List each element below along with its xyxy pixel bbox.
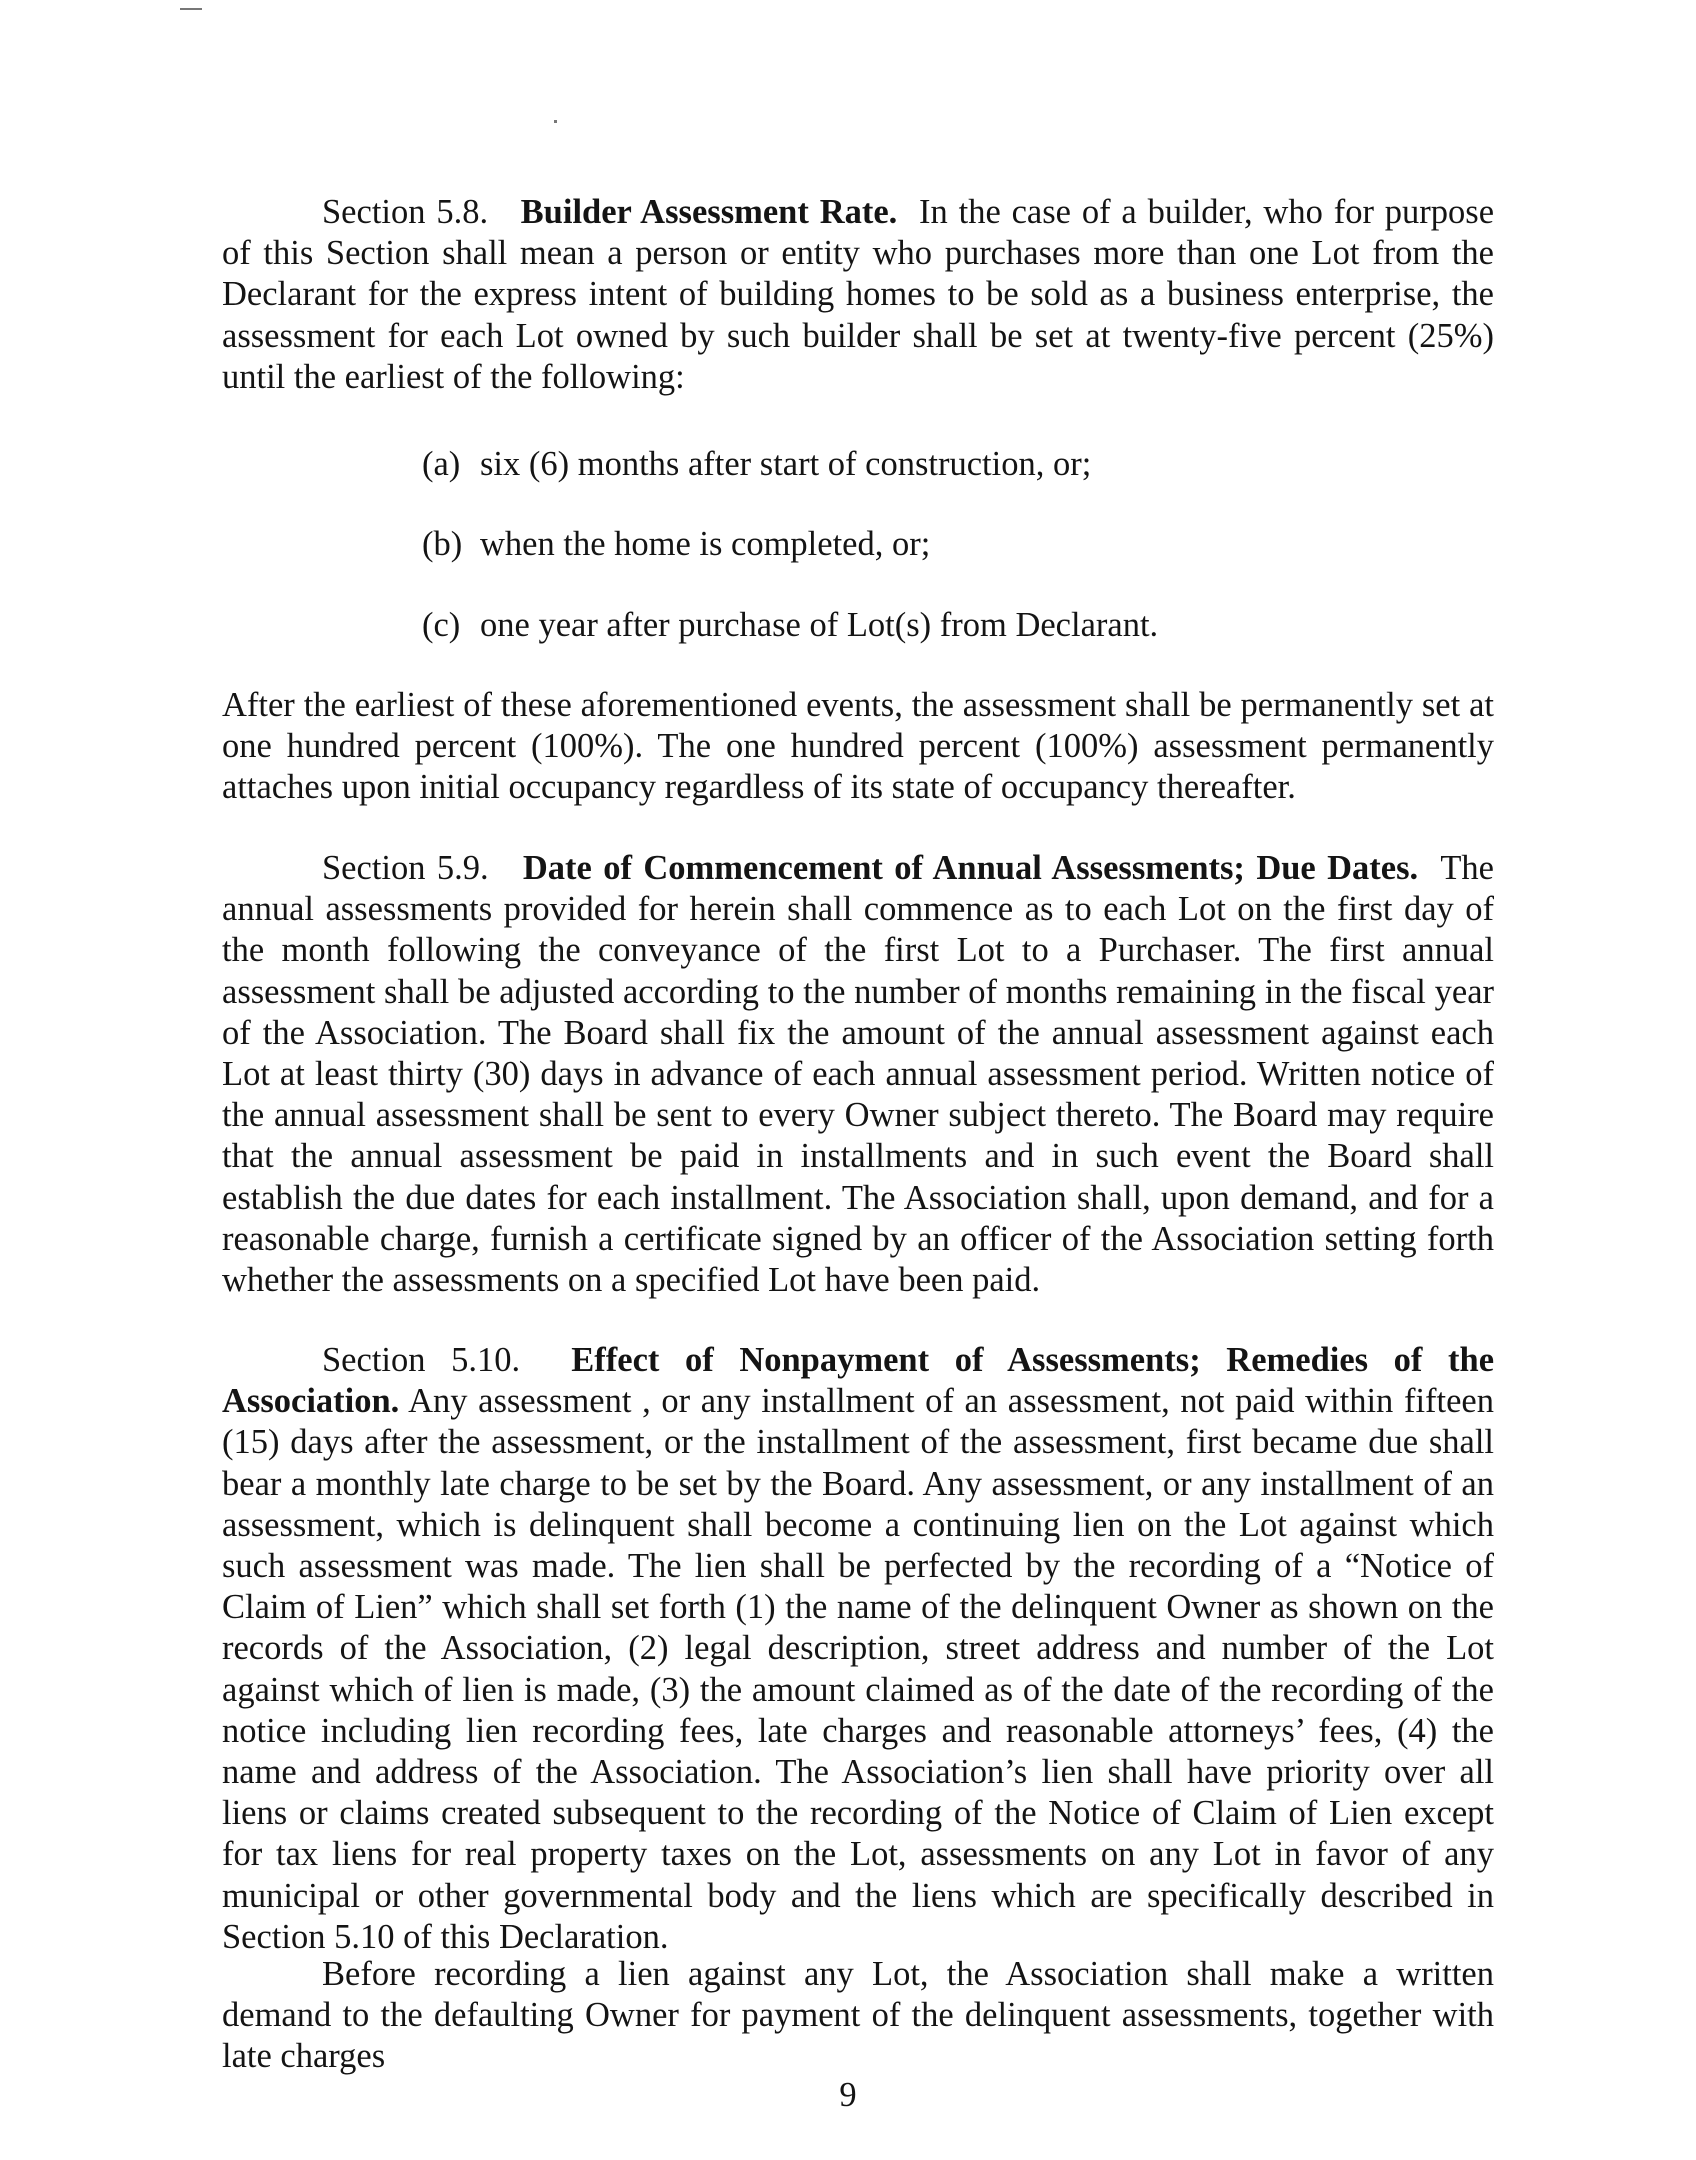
section-body: The annual assessments provided for herein shall commence as to each Lot on the first day of the month following the conveyance of the first Lot to a Purchaser. The first annual assessment shall be adjusted according to the number of months remaining in the fiscal year of the Association. The Board shall fix the amount of the annual assessment against each Lot at least thirty (30) days in advance of each annual assessment period. Written notice of the annual assessment shall be sent to every Owner subject thereto. The Board may require that the annual assessment be paid in installments and in such event the Board shall establish the due dates for each installment. The Association shall, upon demand, and for a reasonable charge, furnish a certificate signed by an officer of the Association setting forth whether the assessments on a specified Lot have been paid. xyxy=(222,849,1494,1300)
section-5-10 xyxy=(222,1340,1494,1958)
page-number: 9 xyxy=(839,2076,857,2114)
list-item-label: (b) xyxy=(422,525,463,563)
section-5-8 xyxy=(222,192,1494,398)
section-number: Section 5.8. xyxy=(322,193,489,231)
section-body: In the case of a builder, who for purpose of this Section shall mean a person or entity who purchases more than one Lot from the Declarant for the express intent of building homes to be sold as a business enterprise, the assessment for each Lot owned by such builder shall be set at twenty-five percent (25%) until the earliest of the following: xyxy=(222,193,1495,396)
section-heading: Effect of Nonpayment of Assessments; Remedies of the Association. xyxy=(222,1341,1495,1421)
section-number: Section 5.9. xyxy=(322,849,489,887)
paragraph-text: After the earliest of these aforementioned events, the assessment shall be permanently set at one hundred percent (100%). The one hundred percent (100%) assessment permanently attaches upon initial occupancy regardless of its state of occupancy thereafter. xyxy=(222,686,1494,807)
list-item xyxy=(422,444,1091,485)
after-list-paragraph xyxy=(222,685,1494,809)
list-item-text: when the home is completed, or; xyxy=(480,525,931,563)
section-5-9 xyxy=(222,848,1494,1301)
final-paragraph xyxy=(222,1954,1494,2078)
list-item-text: one year after purchase of Lot(s) from Declarant. xyxy=(480,606,1159,644)
section-heading: Date of Commencement of Annual Assessments; Due Dates. xyxy=(522,849,1419,887)
section-number: Section 5.10. xyxy=(322,1341,521,1379)
section-body: Any assessment , or any installment of an assessment, not paid within fifteen (15) days after the assessment, or the installment of the assessment, first became due shall bear a monthly late charge to be set by the Board. Any assessment, or any installment of an assessment, which is delinquent shall become a continuing lien on the Lot against which such assessment was made. The lien shall be perfected by the recording of a “Notice of Claim of Lien” which shall set forth (1) the name of the delinquent Owner as shown on the records of the Association, (2) legal description, street address and number of the Lot against which of lien is made, (3) the amount claimed as of the date of the recording of the notice including lien recording fees, late charges and reasonable attorneys’ fees, (4) the name and address of the Association. The Association’s lien shall have priority over all liens or claims created subsequent to the recording of the Notice of Claim of Lien except for tax liens for real property taxes on the Lot, assessments on any Lot in favor of any municipal or other governmental body and the liens which are specifically described in Section 5.10 of this Declaration. xyxy=(222,1382,1494,1956)
list-item-label: (c) xyxy=(422,606,461,644)
list-item-label: (a) xyxy=(422,445,461,483)
paragraph-text: Before recording a lien against any Lot, the Association shall make a written demand to the defaulting Owner for payment of the delinquent assessments, together with late charges xyxy=(222,1955,1494,2076)
list-item xyxy=(422,605,1158,646)
scan-speck xyxy=(554,120,557,123)
list-item xyxy=(422,524,930,565)
scan-speck xyxy=(180,8,202,10)
section-heading: Builder Assessment Rate. xyxy=(520,193,898,231)
list-item-text: six (6) months after start of construction, or; xyxy=(480,445,1092,483)
